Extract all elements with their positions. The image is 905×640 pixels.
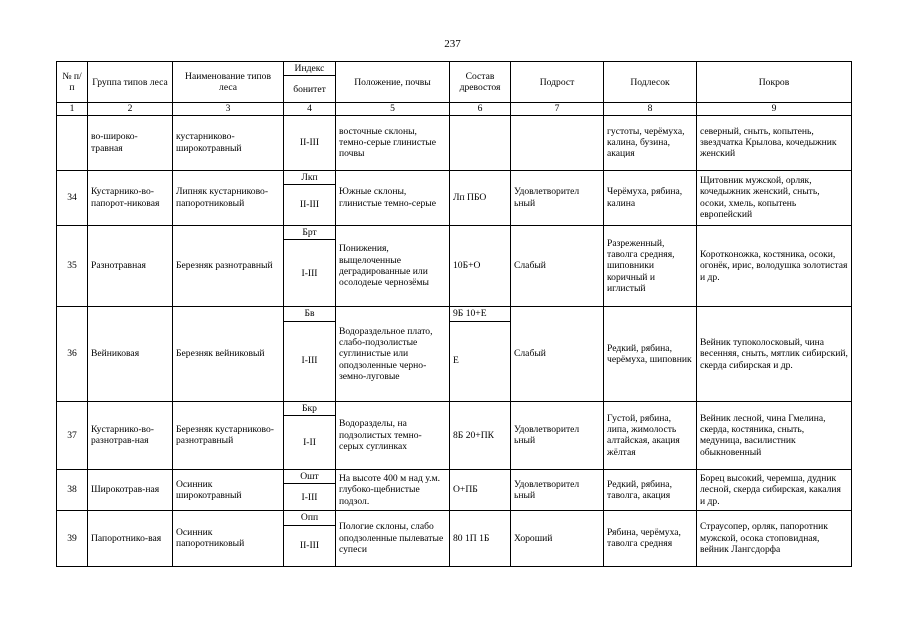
row-bonitet: II-III: [284, 115, 336, 170]
column-number: 2: [88, 103, 173, 115]
row-num: 36: [57, 307, 88, 401]
header-index: Индекс: [284, 62, 336, 76]
row-bonitet: II-III: [284, 184, 336, 225]
row-composition: [450, 115, 511, 170]
row-bonitet: II-III: [284, 525, 336, 566]
row-position: Пологие склоны, слабо оподзоленные пылеватые супеси: [336, 511, 450, 566]
row-num: 38: [57, 469, 88, 510]
table-row: [57, 511, 852, 525]
row-position: На высоте 400 м над у.м. глубоко-щебнистые подзол.: [336, 469, 450, 510]
row-group: Кустарнико-во-папорот-никовая: [88, 170, 173, 225]
row-underbrush: Разреженный, таволга средняя, шиповники коричный и иглистый: [604, 225, 697, 306]
row-cover: Щитовник мужской, орляк, кочедыжник женский, сныть, осоки, хмель, копытень европейский: [697, 170, 852, 225]
header-row: [57, 62, 852, 76]
row-undergrowth: Хороший: [511, 511, 604, 566]
column-number: 1: [57, 103, 88, 115]
header-name: Наименование типов леса: [173, 62, 284, 103]
row-underbrush: Редкий, рябина, таволга, акация: [604, 469, 697, 510]
header-underbrush: Подлесок: [604, 62, 697, 103]
row-name: Осинник широкотравный: [173, 469, 284, 510]
row-name: Березняк кустарниково-разнотравный: [173, 401, 284, 469]
row-cover: Вейник лесной, чина Гмелина, скерда, костяника, сныть, медуница, василистник обыкновенный: [697, 401, 852, 469]
header-composition: Состав древостоя: [450, 62, 511, 103]
column-number: 9: [697, 103, 852, 115]
row-name: Березняк вейниковый: [173, 307, 284, 401]
row-num: 35: [57, 225, 88, 306]
row-underbrush: Рябина, черёмуха, таволга средняя: [604, 511, 697, 566]
row-index: Лкп: [284, 170, 336, 184]
row-name: кустарниково-широкотравный: [173, 115, 284, 170]
table-row: [57, 469, 852, 483]
table-row: [57, 115, 852, 170]
column-number: 8: [604, 103, 697, 115]
row-position: Понижения, выщелоченные деградированные или осолодеые чернозёмы: [336, 225, 450, 306]
row-position: восточные склоны, темно-серые глинистые почвы: [336, 115, 450, 170]
row-undergrowth: Удовлетворител ьный: [511, 401, 604, 469]
column-number: 5: [336, 103, 450, 115]
row-composition-top: 9Б 10+Е: [450, 307, 511, 321]
row-group: Вейниковая: [88, 307, 173, 401]
header-position: Положение, почвы: [336, 62, 450, 103]
row-index: Бв: [284, 307, 336, 321]
table-row: [57, 225, 852, 239]
row-cover: Борец высокий, черемша, дудник лесной, скерда сибирская, какалия и др.: [697, 469, 852, 510]
column-number: 4: [284, 103, 336, 115]
row-underbrush: Редкий, рябина, черёмуха, шиповник: [604, 307, 697, 401]
row-composition: Лп ПБО: [450, 170, 511, 225]
column-number: 7: [511, 103, 604, 115]
row-num: 37: [57, 401, 88, 469]
row-composition: Е: [450, 321, 511, 401]
row-name: Березняк разнотравный: [173, 225, 284, 306]
row-underbrush: Густой, рябина, липа, жимолость алтайская, акация жёлтая: [604, 401, 697, 469]
column-number: 3: [173, 103, 284, 115]
row-group: Широкотрав-ная: [88, 469, 173, 510]
row-group: Кустарнико-во-разнотрав-ная: [88, 401, 173, 469]
row-index: Ошт: [284, 469, 336, 483]
row-group: Разнотравная: [88, 225, 173, 306]
row-undergrowth: Слабый: [511, 307, 604, 401]
row-composition: 8Б 20+ПК: [450, 401, 511, 469]
row-cover: Вейник тупоколосковый, чина весенняя, сныть, мятлик сибирский, скерда сибирская и др.: [697, 307, 852, 401]
row-index: Брт: [284, 225, 336, 239]
row-name: Липняк кустарниково-папоротниковый: [173, 170, 284, 225]
row-composition: 80 1П 1Б: [450, 511, 511, 566]
forest-types-table: [56, 61, 852, 567]
row-composition: О+ПБ: [450, 469, 511, 510]
row-position: Водоразделы, на подзолистых темно-серых суглинках: [336, 401, 450, 469]
header-cover: Покров: [697, 62, 852, 103]
row-bonitet: I-II: [284, 415, 336, 469]
row-undergrowth: Слабый: [511, 225, 604, 306]
row-bonitet: I-III: [284, 321, 336, 401]
row-bonitet: I-III: [284, 240, 336, 307]
row-position: Южные склоны, глинистые темно-серые: [336, 170, 450, 225]
header-bonitet: бонитет: [284, 76, 336, 103]
page-number: 237: [444, 38, 461, 50]
row-name: Осинник папоротниковый: [173, 511, 284, 566]
row-cover: Страусопер, орляк, папоротник мужской, осока стоповидная, вейник Лангсдорфа: [697, 511, 852, 566]
row-group: Папоротнико-вая: [88, 511, 173, 566]
row-num: 39: [57, 511, 88, 566]
table-row: [57, 307, 852, 321]
row-group: во-широко-травная: [88, 115, 173, 170]
row-index: Опп: [284, 511, 336, 525]
row-composition: 10Б+О: [450, 225, 511, 306]
column-numbers-row: [57, 103, 852, 115]
header-num: № п/п: [57, 62, 88, 103]
row-cover: Коротконожка, костяника, осоки, огонёк, ирис, володушка золотистая и др.: [697, 225, 852, 306]
row-undergrowth: [511, 115, 604, 170]
row-position: Водораздельное плато, слабо-подзолистые суглинистые или оподзоленные черно-земно-луговые: [336, 307, 450, 401]
row-index: Бкр: [284, 401, 336, 415]
row-bonitet: I-III: [284, 484, 336, 511]
column-number: 6: [450, 103, 511, 115]
table-row: [57, 401, 852, 415]
row-underbrush: густоты, черёмуха, калина, бузина, акация: [604, 115, 697, 170]
row-cover: северный, сныть, копытень, звездчатка Крылова, кочедыжник женский: [697, 115, 852, 170]
row-underbrush: Черёмуха, рябина, калина: [604, 170, 697, 225]
header-group: Группа типов леса: [88, 62, 173, 103]
row-num: 34: [57, 170, 88, 225]
row-undergrowth: Удовлетворител ьный: [511, 170, 604, 225]
row-undergrowth: Удовлетворител ьный: [511, 469, 604, 510]
header-undergrowth: Подрост: [511, 62, 604, 103]
table-row: [57, 170, 852, 184]
row-num: [57, 115, 88, 170]
